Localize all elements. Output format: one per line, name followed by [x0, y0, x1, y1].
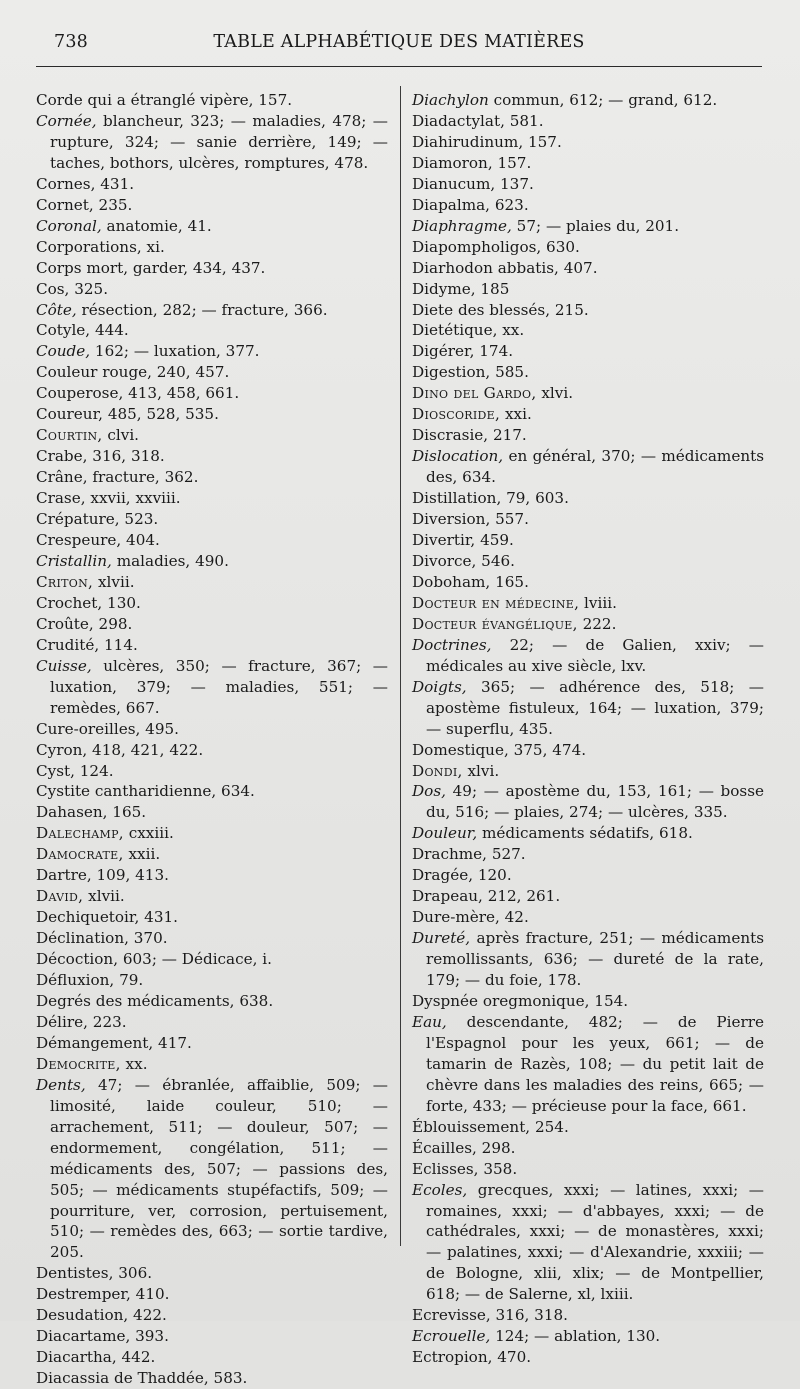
- index-entry: [36, 1054, 388, 1075]
- entry-heading: Cuisse,: [36, 656, 92, 675]
- entry-heading: Diapompholigos, 630.: [412, 237, 580, 256]
- index-entry: [412, 174, 764, 195]
- index-entry: [36, 949, 388, 970]
- entry-heading: Coronal,: [36, 216, 102, 235]
- entry-references: blancheur, 323; — maladies, 478; — rupture, 324; — sanie derrière, 149; — taches, bothors, ulcères, romptures, 478.: [50, 111, 388, 172]
- index-entry: [412, 844, 764, 865]
- index-entry: [36, 865, 388, 886]
- entry-heading: Drapeau, 212, 261.: [412, 887, 561, 906]
- index-entry: [36, 237, 388, 258]
- entry-heading: Docteur évangélique,: [412, 614, 578, 633]
- entry-heading: Délire, 223.: [36, 1012, 127, 1031]
- index-entry: [412, 1180, 764, 1306]
- entry-heading: Diadactylat, 581.: [412, 111, 544, 130]
- entry-heading: Distillation, 79, 603.: [412, 489, 569, 508]
- index-entry: [36, 614, 388, 635]
- entry-references: 365; — adhérence des, 518; — apostème fistuleux, 164; — luxation, 379; — superflu, 435.: [426, 677, 764, 738]
- index-entry: [36, 216, 388, 237]
- index-entry: [36, 991, 388, 1012]
- index-entry: [36, 844, 388, 865]
- index-entry: [412, 530, 764, 551]
- index-entry: [412, 593, 764, 614]
- entry-heading: Coude,: [36, 342, 91, 361]
- entry-heading: Diversion, 557.: [412, 510, 529, 529]
- entry-references: maladies, 490.: [111, 551, 229, 570]
- index-entry: [36, 635, 388, 656]
- index-entry: [36, 928, 388, 949]
- index-entry: [412, 991, 764, 1012]
- index-entry: [36, 1033, 388, 1054]
- entry-heading: Eclisses, 358.: [412, 1159, 518, 1178]
- entry-references: grecques, xxxi; — latines, xxxi; — romaines, xxxi; — d'abbayes, xxxi; — de cathédrales, xxxi; — de monastères, xxxi; — palatines, xxxi; — d'Alexandrie, xxxiii; — de Bologne, xlii, xlix; — de Montpellier, 618; — de Salerne, xl, lxiii.: [426, 1180, 764, 1304]
- entry-references: ulcères, 350; — fracture, 367; — luxation, 379; — maladies, 551; — remèdes, 667.: [50, 656, 388, 717]
- entry-heading: Défluxion, 79.: [36, 971, 144, 990]
- entry-heading: David,: [36, 887, 84, 906]
- index-entry: [36, 1305, 388, 1326]
- entry-references: après fracture, 251; — médicaments remollissants, 636; — dureté de la rate, 179; — du foie, 178.: [426, 929, 764, 990]
- entry-references: cxxiii.: [123, 824, 174, 843]
- entry-heading: Eau,: [412, 1012, 447, 1031]
- index-entry: [36, 572, 388, 593]
- entry-heading: Dure-mère, 42.: [412, 908, 529, 927]
- index-entry: [412, 237, 764, 258]
- entry-heading: Dechiquetoir, 431.: [36, 908, 178, 927]
- entry-heading: Drachme, 527.: [412, 845, 526, 864]
- entry-heading: Dioscoride,: [412, 405, 501, 424]
- index-entry: [36, 467, 388, 488]
- index-column-left: [36, 90, 388, 1389]
- index-entry: [412, 823, 764, 844]
- index-entry: [36, 907, 388, 928]
- index-entry: [412, 90, 764, 111]
- index-entry: [36, 300, 388, 321]
- entry-references: 22; — de Galien, xxiv; — médicales au xive siècle, lxv.: [426, 635, 764, 675]
- index-entry: [412, 320, 764, 341]
- entry-references: en général, 370; — médicaments des, 634.: [426, 447, 764, 487]
- entry-heading: Dahasen, 165.: [36, 803, 147, 822]
- entry-heading: Éblouissement, 254.: [412, 1117, 569, 1136]
- index-entry: [36, 404, 388, 425]
- entry-references: 49; — apostème du, 153, 161; — bosse du, 516; — plaies, 274; — ulcères, 335.: [426, 782, 764, 822]
- index-entry: [36, 656, 388, 719]
- index-entry: [36, 488, 388, 509]
- index-entry: [412, 572, 764, 593]
- entry-heading: Diachylon: [412, 91, 489, 109]
- running-title: TABLE ALPHABÉTIQUE DES MATIÈRES: [213, 32, 585, 52]
- index-entry: [412, 446, 764, 488]
- entry-heading: Ecrevisse, 316, 318.: [412, 1306, 568, 1325]
- index-entry: [36, 886, 388, 907]
- index-entry: [412, 111, 764, 132]
- entry-heading: Digérer, 174.: [412, 342, 514, 361]
- entry-heading: Discrasie, 217.: [412, 426, 527, 445]
- entry-heading: Couleur rouge, 240, 457.: [36, 363, 230, 382]
- index-entry: [412, 258, 764, 279]
- index-entry: [412, 383, 764, 404]
- entry-heading: Cystite cantharidienne, 634.: [36, 782, 255, 801]
- entry-heading: Diarhodon abbatis, 407.: [412, 258, 598, 277]
- entry-heading: Crespeure, 404.: [36, 531, 160, 550]
- entry-heading: Cotyle, 444.: [36, 321, 129, 340]
- entry-references: 47; — ébranlée, affaiblie, 509; — limosité, laide couleur, 510; — arrachement, 511; — douleur, 507; — endormement, congélation, 511; — médicaments des, 507; — passions des, 505; — médicaments stupéfactifs, 509; — pourriture, ver, corrosion, pertuisement, 510; — remèdes des, 663; — sortie tardive, 205.: [50, 1075, 388, 1262]
- entry-heading: Dalechamp,: [36, 824, 124, 843]
- entry-heading: Doigts,: [412, 677, 467, 696]
- entry-heading: Corporations, xi.: [36, 237, 165, 256]
- entry-heading: Diahirudinum, 157.: [412, 132, 562, 151]
- entry-heading: Cornes, 431.: [36, 174, 135, 193]
- entry-heading: Décoction, 603; — Dédicace, i.: [36, 950, 272, 969]
- entry-references: 124; — ablation, 130.: [490, 1327, 661, 1346]
- index-entry: [36, 1075, 388, 1264]
- entry-heading: Diacartha, 442.: [36, 1348, 156, 1367]
- entry-heading: Corps mort, garder, 434, 437.: [36, 258, 266, 277]
- index-entry: [412, 740, 764, 761]
- entry-heading: Dents,: [36, 1075, 86, 1094]
- page-header: [36, 32, 762, 56]
- entry-heading: Dislocation,: [412, 447, 504, 466]
- entry-heading: Divorce, 546.: [412, 551, 515, 570]
- index-entry: [412, 488, 764, 509]
- index-entry: [36, 530, 388, 551]
- index-entry: [412, 1159, 764, 1180]
- entry-heading: Dragée, 120.: [412, 866, 512, 885]
- index-entry: [36, 195, 388, 216]
- entry-heading: Crabe, 316, 318.: [36, 447, 165, 466]
- entry-heading: Dietétique, xx.: [412, 321, 525, 340]
- entry-references: xlvii.: [83, 887, 125, 906]
- entry-heading: Crochet, 130.: [36, 593, 141, 612]
- index-entry: [36, 781, 388, 802]
- entry-references: xlvii.: [93, 572, 135, 591]
- entry-heading: Cornée,: [36, 111, 97, 130]
- index-entry: [412, 865, 764, 886]
- entry-heading: Desudation, 422.: [36, 1306, 167, 1325]
- index-entry: [36, 1347, 388, 1368]
- header-rule: [36, 66, 762, 67]
- entry-heading: Diapalma, 623.: [412, 195, 529, 214]
- index-entry: [412, 635, 764, 677]
- index-entry: [412, 153, 764, 174]
- index-entry: [36, 341, 388, 362]
- index-column-right: [412, 90, 764, 1368]
- index-entry: [36, 1012, 388, 1033]
- index-entry: [412, 279, 764, 300]
- index-entry: [36, 740, 388, 761]
- index-entry: [412, 1305, 764, 1326]
- index-entry: [412, 300, 764, 321]
- entry-references: commun, 612; — grand, 612.: [488, 91, 718, 109]
- entry-references: xxii.: [123, 845, 161, 864]
- index-entry: [36, 90, 388, 111]
- index-entry: [36, 970, 388, 991]
- index-entry: [412, 1117, 764, 1138]
- entry-references: anatomie, 41.: [101, 216, 212, 235]
- entry-heading: Ectropion, 470.: [412, 1348, 532, 1367]
- entry-heading: Côte,: [36, 300, 77, 319]
- page-number: 738: [54, 32, 89, 52]
- index-entry: [36, 362, 388, 383]
- entry-references: xlvi.: [536, 384, 574, 403]
- index-entry: [36, 761, 388, 782]
- index-entry: [36, 111, 388, 174]
- entry-heading: Corde qui a étranglé vipère, 157.: [36, 91, 293, 109]
- entry-heading: Didyme, 185: [412, 279, 510, 298]
- index-entry: [412, 551, 764, 572]
- index-entry: [412, 216, 764, 237]
- index-entry: [36, 719, 388, 740]
- index-entry: [36, 174, 388, 195]
- entry-heading: Crépature, 523.: [36, 510, 159, 529]
- entry-heading: Crâne, fracture, 362.: [36, 468, 199, 487]
- index-entry: [412, 761, 764, 782]
- entry-heading: Docteur en médecine,: [412, 593, 580, 612]
- index-entry: [36, 258, 388, 279]
- entry-heading: Damocrate,: [36, 845, 124, 864]
- entry-heading: Douleur,: [412, 824, 478, 843]
- entry-heading: Coureur, 485, 528, 535.: [36, 405, 219, 424]
- index-entry: [412, 1347, 764, 1368]
- entry-heading: Dyspnée oregmonique, 154.: [412, 991, 629, 1010]
- entry-heading: Diaphragme,: [412, 216, 512, 235]
- entry-heading: Diacassia de Thaddée, 583.: [36, 1369, 248, 1388]
- entry-heading: Degrés des médicaments, 638.: [36, 991, 274, 1010]
- entry-heading: Couperose, 413, 458, 661.: [36, 384, 240, 403]
- entry-references: médicaments sédatifs, 618.: [477, 824, 693, 843]
- entry-references: lviii.: [579, 593, 617, 612]
- entry-heading: Ecrouelle,: [412, 1327, 491, 1346]
- index-entry: [412, 195, 764, 216]
- entry-heading: Cyst, 124.: [36, 761, 114, 780]
- index-entry: [412, 928, 764, 991]
- index-entry: [36, 802, 388, 823]
- index-entry: [412, 362, 764, 383]
- index-entry: [36, 425, 388, 446]
- entry-heading: Doctrines,: [412, 635, 492, 654]
- entry-heading: Courtin,: [36, 426, 103, 445]
- entry-references: résection, 282; — fracture, 366.: [76, 300, 328, 319]
- index-entry: [36, 1284, 388, 1305]
- entry-heading: Cristallin,: [36, 551, 112, 570]
- index-entry: [36, 446, 388, 467]
- index-entry: [412, 132, 764, 153]
- entry-heading: Ecoles,: [412, 1180, 468, 1199]
- entry-heading: Doboham, 165.: [412, 572, 529, 591]
- entry-heading: Dureté,: [412, 929, 471, 948]
- entry-heading: Cyron, 418, 421, 422.: [36, 740, 204, 759]
- entry-references: descendante, 482; — de Pierre l'Espagnol pour les yeux, 661; — de tamarin de Razès, 108; — du petit lait de chèvre dans les maladies des reins, 665; — forte, 433; — précieuse pour la face, 661.: [426, 1012, 764, 1115]
- entry-heading: Destremper, 410.: [36, 1285, 170, 1304]
- entry-heading: Dondi,: [412, 761, 463, 780]
- entry-heading: Cure-oreilles, 495.: [36, 719, 179, 738]
- index-entry: [412, 341, 764, 362]
- index-entry: [412, 1012, 764, 1117]
- entry-heading: Diamoron, 157.: [412, 153, 532, 172]
- entry-heading: Democrite,: [36, 1054, 121, 1073]
- entry-heading: Criton,: [36, 572, 94, 591]
- entry-heading: Divertir, 459.: [412, 531, 514, 550]
- index-entry: [412, 907, 764, 928]
- index-entry: [412, 781, 764, 823]
- entry-heading: Croûte, 298.: [36, 614, 133, 633]
- entry-heading: Cos, 325.: [36, 279, 109, 298]
- index-entry: [36, 593, 388, 614]
- entry-heading: Déclination, 370.: [36, 929, 168, 948]
- index-entry: [412, 404, 764, 425]
- index-entry: [36, 551, 388, 572]
- index-entry: [36, 1368, 388, 1389]
- entry-heading: Crudité, 114.: [36, 635, 138, 654]
- entry-references: 162; — luxation, 377.: [90, 342, 260, 361]
- entry-heading: Crase, xxvii, xxviii.: [36, 489, 181, 508]
- entry-heading: Digestion, 585.: [412, 363, 529, 382]
- column-divider: [400, 86, 401, 1246]
- entry-heading: Dino del Gardo,: [412, 384, 537, 403]
- entry-heading: Dentistes, 306.: [36, 1264, 153, 1283]
- entry-heading: Dartre, 109, 413.: [36, 866, 169, 885]
- entry-heading: Cornet, 235.: [36, 195, 133, 214]
- index-entry: [412, 509, 764, 530]
- index-entry: [36, 279, 388, 300]
- entry-heading: Démangement, 417.: [36, 1033, 192, 1052]
- entry-heading: Domestique, 375, 474.: [412, 740, 587, 759]
- index-entry: [36, 823, 388, 844]
- index-entry: [412, 1138, 764, 1159]
- index-entry: [412, 425, 764, 446]
- index-entry: [412, 614, 764, 635]
- entry-references: clvi.: [102, 426, 140, 445]
- index-entry: [412, 677, 764, 740]
- index-entry: [36, 1263, 388, 1284]
- entry-heading: Écailles, 298.: [412, 1138, 516, 1157]
- entry-heading: Diacartame, 393.: [36, 1327, 169, 1346]
- index-entry: [412, 886, 764, 907]
- entry-references: xlvi.: [462, 761, 500, 780]
- index-entry: [36, 509, 388, 530]
- index-entry: [412, 1326, 764, 1347]
- entry-references: 57; — plaies du, 201.: [511, 216, 680, 235]
- index-entry: [36, 320, 388, 341]
- entry-heading: Dos,: [412, 782, 446, 801]
- entry-references: xx.: [120, 1054, 148, 1073]
- index-entry: [36, 383, 388, 404]
- index-entry: [36, 1326, 388, 1347]
- entry-references: 222.: [577, 614, 617, 633]
- entry-references: xxi.: [500, 405, 532, 424]
- entry-heading: Dianucum, 137.: [412, 174, 534, 193]
- entry-heading: Diete des blessés, 215.: [412, 300, 589, 319]
